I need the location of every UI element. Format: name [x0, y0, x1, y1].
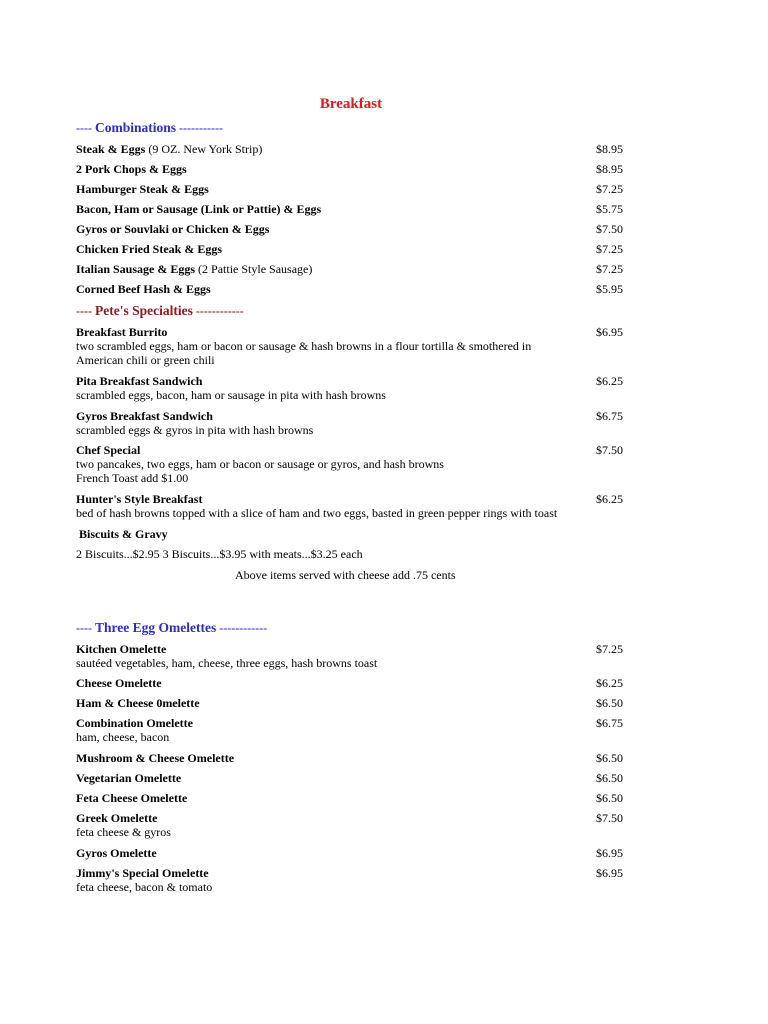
item-price: $8.95: [596, 142, 623, 156]
section-prefix: ----: [76, 304, 95, 318]
section-label: Pete's Specialties: [94, 303, 193, 318]
menu-item: [76, 242, 636, 256]
item-note: (9 OZ. New York Strip): [145, 142, 263, 156]
item-name: Hamburger Steak & Eggs: [76, 182, 209, 196]
section-suffix: ------------: [216, 621, 268, 635]
menu-item: [76, 811, 636, 839]
item-price: $6.50: [596, 696, 623, 710]
item-price: $7.50: [596, 443, 623, 457]
menu-item: [76, 443, 636, 485]
item-description: two scrambled eggs, ham or bacon or sausage & hash browns in a flour tortilla & smothered in American chili or green chili: [76, 339, 532, 367]
item-description: sautéed vegetables, ham, cheese, three eggs, hash browns toast: [76, 656, 378, 670]
item-price: $6.25: [596, 492, 623, 506]
menu-item: [76, 751, 636, 765]
item-name: Italian Sausage & Eggs: [76, 262, 196, 276]
item-description: feta cheese & gyros: [76, 825, 171, 839]
section-combinations: [76, 120, 223, 136]
item-name: Vegetarian Omelette: [76, 771, 182, 785]
item-description-extra: French Toast add $1.00: [76, 471, 189, 485]
menu-item: [76, 866, 636, 894]
menu-item: [76, 222, 636, 236]
item-name: 2 Pork Chops & Eggs: [76, 162, 187, 176]
menu-item: [76, 374, 636, 402]
item-price: $7.25: [596, 262, 623, 276]
item-name: Kitchen Omelette: [76, 642, 167, 656]
menu-item: [76, 676, 636, 690]
item-price: $6.95: [596, 325, 623, 339]
section-label: Combinations: [94, 120, 177, 135]
menu-item: [76, 492, 636, 520]
item-name: Greek Omelette: [76, 811, 158, 825]
item-price: $6.25: [596, 676, 623, 690]
item-description: bed of hash browns topped with a slice of ham and two eggs, basted in green pepper rings with toast: [76, 506, 558, 520]
item-name: Gyros or Souvlaki or Chicken & Eggs: [76, 222, 270, 236]
item-name: Corned Beef Hash & Eggs: [76, 282, 211, 296]
item-name: Cheese Omelette: [76, 676, 162, 690]
menu-item: [76, 262, 636, 276]
item-price: $6.95: [596, 866, 623, 880]
menu-item: [76, 791, 636, 805]
menu-item: [76, 846, 636, 860]
item-price: $7.25: [596, 182, 623, 196]
item-price: $7.50: [596, 222, 623, 236]
menu-item: [76, 142, 636, 156]
item-price: $8.95: [596, 162, 623, 176]
item-note: (2 Pattie Style Sausage): [195, 262, 313, 276]
menu-item: [76, 771, 636, 785]
menu-item: [76, 409, 636, 437]
page-title: Breakfast: [319, 96, 383, 112]
menu-item: [76, 696, 636, 710]
section-prefix: ----: [76, 121, 95, 135]
biscuits-title-text: Biscuits & Gravy: [76, 527, 168, 541]
menu-item: [76, 716, 636, 744]
biscuits-line: 2 Biscuits...$2.95 3 Biscuits...$3.95 with meats...$3.25 each: [76, 547, 363, 561]
cheese-note: Above items served with cheese add .75 cents: [235, 568, 456, 582]
item-price: $6.95: [596, 846, 623, 860]
item-name: Steak & Eggs: [76, 142, 146, 156]
menu-item: [76, 282, 636, 296]
item-name: Gyros Omelette: [76, 846, 157, 860]
item-name: Pita Breakfast Sandwich: [76, 374, 203, 388]
item-price: $7.25: [596, 242, 623, 256]
item-price: $6.50: [596, 751, 623, 765]
menu-item: [76, 182, 636, 196]
item-price: $5.95: [596, 282, 623, 296]
item-name: Chef Special: [76, 443, 141, 457]
item-price: $7.25: [596, 642, 623, 656]
section-prefix: ----: [76, 621, 95, 635]
section-label: Three Egg Omelettes: [94, 620, 217, 635]
item-name: Breakfast Burrito: [76, 325, 168, 339]
item-price: $7.50: [596, 811, 623, 825]
menu-item: [76, 642, 636, 670]
item-price: $5.75: [596, 202, 623, 216]
item-name: Feta Cheese Omelette: [76, 791, 188, 805]
item-description: ham, cheese, bacon: [76, 730, 170, 744]
item-price: $6.50: [596, 791, 623, 805]
item-price: $6.75: [596, 409, 623, 423]
item-name: Combination Omelette: [76, 716, 193, 730]
section-suffix: -----------: [176, 121, 223, 135]
biscuits-title: [76, 527, 636, 541]
item-description: scrambled eggs, bacon, ham or sausage in pita with hash browns: [76, 388, 386, 402]
item-description: two pancakes, two eggs, ham or bacon or sausage or gyros, and hash browns: [76, 457, 444, 471]
item-name: Hunter's Style Breakfast: [76, 492, 203, 506]
item-name: Gyros Breakfast Sandwich: [76, 409, 213, 423]
item-price: $6.50: [596, 771, 623, 785]
item-description: feta cheese, bacon & tomato: [76, 880, 213, 894]
item-name: Ham & Cheese 0melette: [76, 696, 200, 710]
menu-item: [76, 162, 636, 176]
section-omelettes: [76, 620, 267, 636]
item-name: Mushroom & Cheese Omelette: [76, 751, 235, 765]
item-name: Chicken Fried Steak & Eggs: [76, 242, 223, 256]
item-name: Jimmy's Special Omelette: [76, 866, 209, 880]
menu-item: [76, 202, 636, 216]
item-price: $6.25: [596, 374, 623, 388]
item-name: Bacon, Ham or Sausage (Link or Pattie) & Eggs: [76, 202, 322, 216]
section-specialties: [76, 303, 244, 319]
menu-item: [76, 325, 636, 367]
item-price: $6.75: [596, 716, 623, 730]
item-description: scrambled eggs & gyros in pita with hash browns: [76, 423, 314, 437]
section-suffix: ------------: [192, 304, 244, 318]
